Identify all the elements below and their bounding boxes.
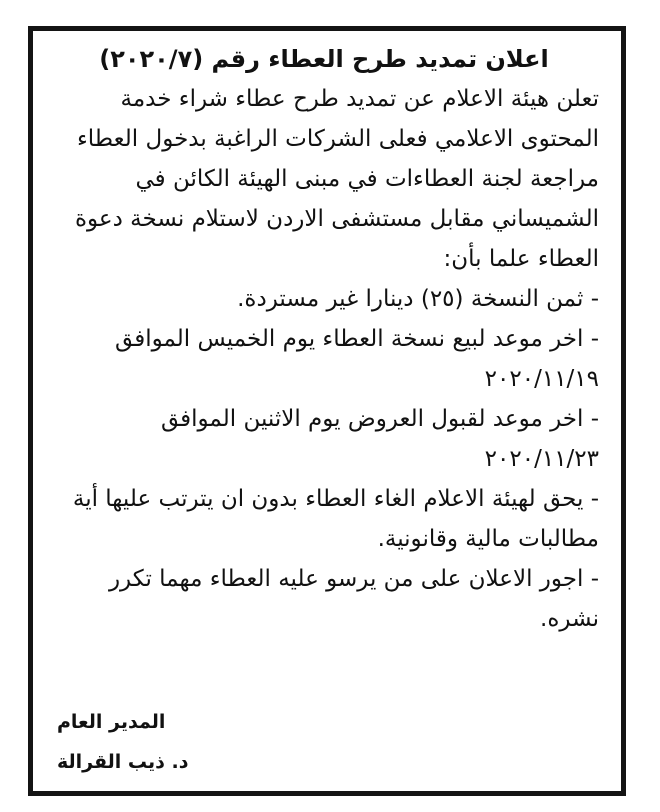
condition-ad-fees: - اجور الاعلان على من يرسو عليه العطاء مهما تكرر نشره. (108, 566, 599, 632)
announcement-body (33, 31, 621, 639)
announcement-title: اعلان تمديد طرح العطاء رقم (٢٠٢٠/٧) (99, 45, 549, 73)
condition-price: - ثمن النسخة (٢٥) دينارا غير مستردة. (237, 286, 599, 312)
condition-cancellation-right: - يحق لهيئة الاعلام الغاء العطاء بدون ان يترتب عليها أية مطالبات مالية وقانونية. (72, 486, 599, 552)
signatory-name: د. ذيب القرالة (57, 751, 189, 773)
announcement-intro: تعلن هيئة الاعلام عن تمديد طرح عطاء شراء خدمة المحتوى الاعلامي فعلى الشركات الراغبة بدخول العطاء مراجعة لجنة العطاءات في مبنى الهيئة الكائن في الشميساني مقابل مستشفى الاردن لاستلام نسخة دعوة العطاء علما بأن: (74, 86, 599, 272)
announcement-frame (28, 26, 626, 796)
signatory-title: المدير العام (57, 711, 166, 733)
condition-sale-deadline: - اخر موعد لبيع نسخة العطاء يوم الخميس الموافق ٢٠٢٠/١١/١٩ (115, 326, 599, 392)
condition-bid-deadline: - اخر موعد لقبول العروض يوم الاثنين الموافق ٢٠٢٠/١١/٢٣ (160, 406, 599, 472)
